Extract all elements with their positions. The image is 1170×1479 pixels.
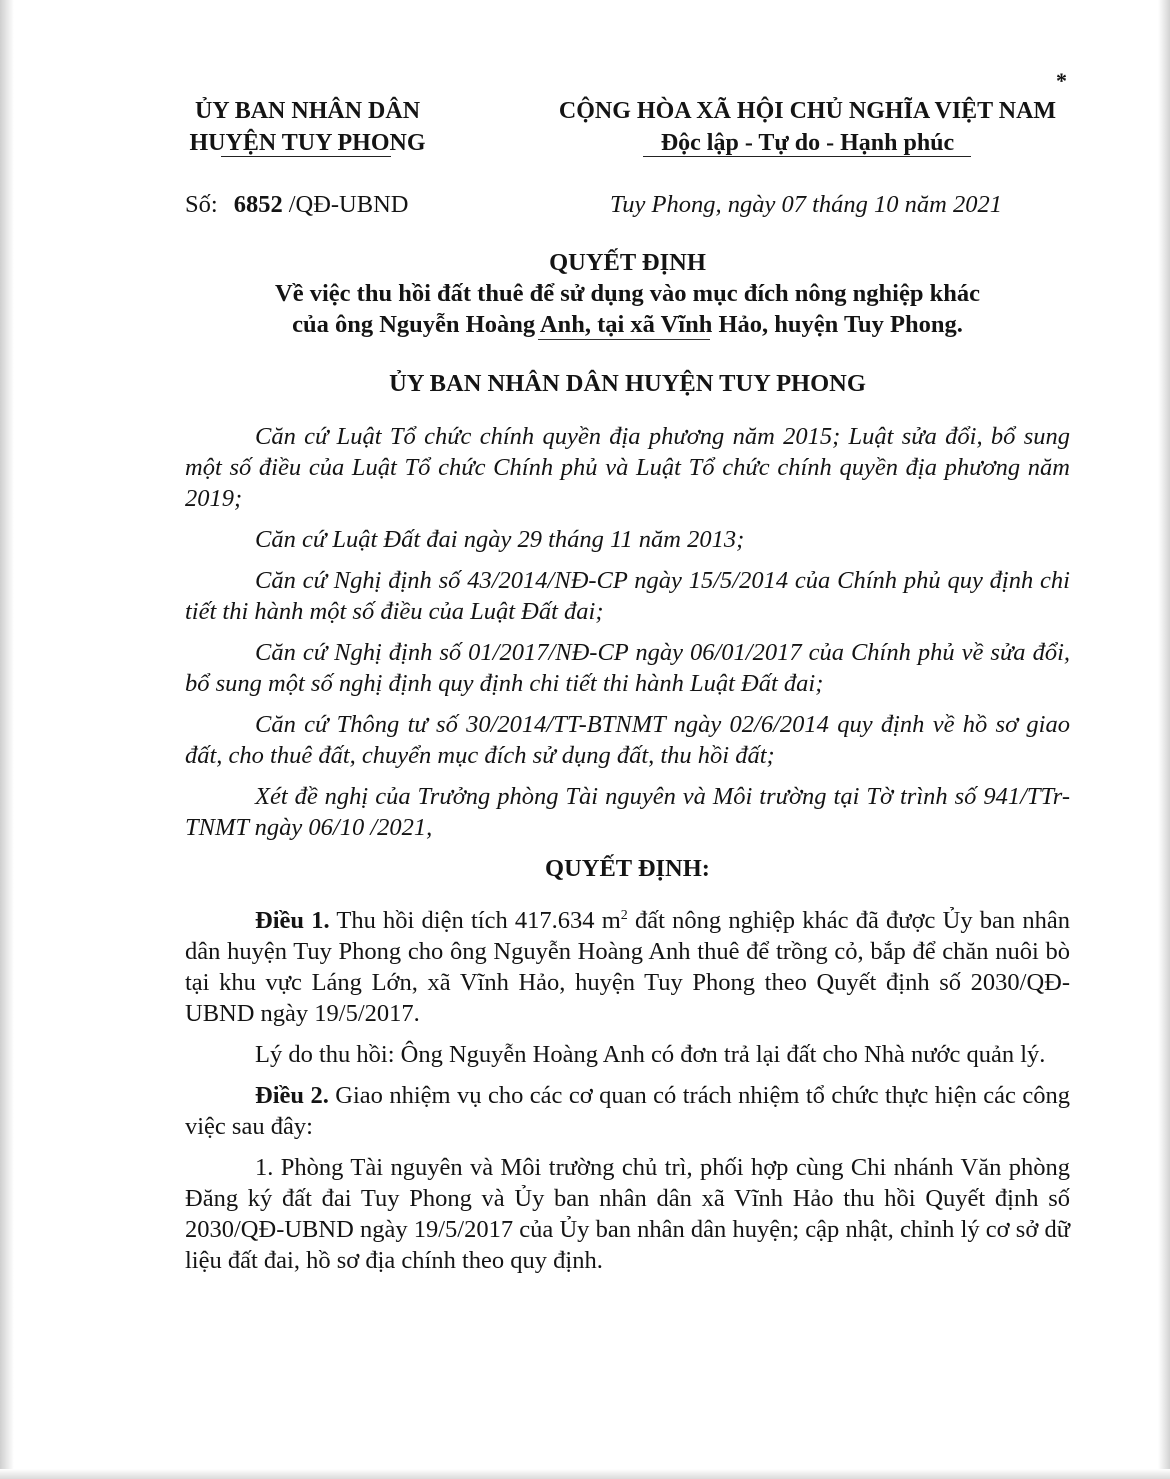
- basis-item: Căn cứ Luật Đất đai ngày 29 tháng 11 năm 2013;: [255, 526, 745, 553]
- agency-line-2: HUYỆN TUY PHONG: [189, 130, 426, 156]
- nation-name: CỘNG HÒA XÃ HỘI CHỦ NGHĨA VIỆT NAM: [558, 98, 1057, 124]
- corner-star-mark: *: [1056, 68, 1067, 93]
- number-date-row: [185, 189, 1070, 221]
- legal-basis: [185, 421, 1070, 843]
- agency-underline: [221, 156, 391, 157]
- reason-paragraph: Lý do thu hồi: Ông Nguyễn Hoàng Anh có đơn trả lại đất cho Nhà nước quản lý.: [255, 1041, 1046, 1068]
- number-value: 6852: [233, 191, 283, 218]
- subtitle-line-2: của ông Nguyễn Hoàng Anh, tại xã Vĩnh Hảo, huyện Tuy Phong.: [292, 311, 963, 338]
- subtitle-line-1: Về việc thu hồi đất thuê để sử dụng vào mục đích nông nghiệp khác: [275, 280, 980, 307]
- article-2-label: Điều 2.: [255, 1082, 329, 1109]
- issuing-authority: ỦY BAN NHÂN DÂN HUYỆN TUY PHONG: [389, 370, 866, 397]
- document-header: [185, 95, 1070, 159]
- place-date: Tuy Phong, ngày 07 tháng 10 năm 2021: [610, 191, 1002, 218]
- basis-item: Căn cứ Nghị định số 43/2014/NĐ-CP ngày 15/5/2014 của Chính phủ quy định chi tiết thi hành một số điều của Luật Đất đai;: [185, 567, 1070, 625]
- document-number: [185, 189, 408, 221]
- article-1: [185, 905, 1070, 1029]
- scan-shadow-bottom: [0, 1469, 1170, 1479]
- article-2-text: Giao nhiệm vụ cho các cơ quan có trách nhiệm tổ chức thực hiện các công việc sau đây:: [185, 1082, 1070, 1140]
- area-unit-superscript: 2: [620, 907, 628, 923]
- motto: Độc lập - Tự do - Hạnh phúc: [660, 130, 955, 156]
- basis-item: Căn cứ Luật Tổ chức chính quyền địa phương năm 2015; Luật sửa đổi, bổ sung một số điều của Luật Tổ chức Chính phủ và Luật Tổ chức chính quyền địa phương năm 2019;: [185, 423, 1070, 512]
- basis-item: Căn cứ Nghị định số 01/2017/NĐ-CP ngày 06/01/2017 của Chính phủ về sửa đổi, bổ sung một số nghị định quy định chi tiết thi hành Luật Đất đai;: [185, 639, 1070, 697]
- article-1-text-a: Thu hồi diện tích 417.634 m: [329, 907, 621, 934]
- scan-shadow-left: [0, 0, 14, 1479]
- number-suffix: /QĐ-UBND: [288, 191, 409, 218]
- task-item-1: 1. Phòng Tài nguyên và Môi trường chủ trì, phối hợp cùng Chi nhánh Văn phòng Đăng ký đất đai Tuy Phong và Ủy ban nhân dân xã Vĩnh Hảo thu hồi Quyết định số 2030/QĐ-UBND ngày 19/5/2017 của Ủy ban nhân dân huyện; cập nhật, chỉnh lý cơ sở dữ liệu đất đai, hồ sơ địa chính theo quy định.: [185, 1154, 1070, 1274]
- motto-underline: [643, 156, 971, 157]
- article-1-label: Điều 1.: [255, 907, 330, 934]
- scan-shadow-right: [1158, 0, 1170, 1479]
- basis-item: Căn cứ Thông tư số 30/2014/TT-BTNMT ngày 02/6/2014 quy định về hồ sơ giao đất, cho thuê đất, chuyển mục đích sử dụng đất, thu hồi đất;: [185, 711, 1070, 769]
- number-prefix: Số:: [185, 191, 218, 218]
- decision-heading: QUYẾT ĐỊNH:: [545, 855, 710, 882]
- national-motto: [545, 95, 1070, 159]
- decision-body: [185, 905, 1070, 1276]
- agency-line-1: ỦY BAN NHÂN DÂN: [194, 98, 421, 124]
- basis-item: Xét đề nghị của Trưởng phòng Tài nguyên và Môi trường tại Tờ trình số 941/TTr-TNMT ngày 06/10 /2021,: [185, 783, 1070, 841]
- document-title: QUYẾT ĐỊNH: [549, 249, 706, 276]
- document-page: [185, 95, 1070, 1286]
- article-1-text-b: đất nông nghiệp khác đã được Ủy ban nhân dân huyện Tuy Phong cho ông Nguyễn Hoàng Anh thuê để trồng cỏ, bắp để chăn nuôi bò tại khu vực Láng Lớn, xã Vĩnh Hảo, huyện Tuy Phong theo Quyết định số 2030/QĐ-UBND ngày 19/5/2017.: [185, 907, 1070, 1027]
- subtitle-underline: [185, 339, 1070, 340]
- article-2: [185, 1080, 1070, 1142]
- issuing-agency: [185, 95, 430, 159]
